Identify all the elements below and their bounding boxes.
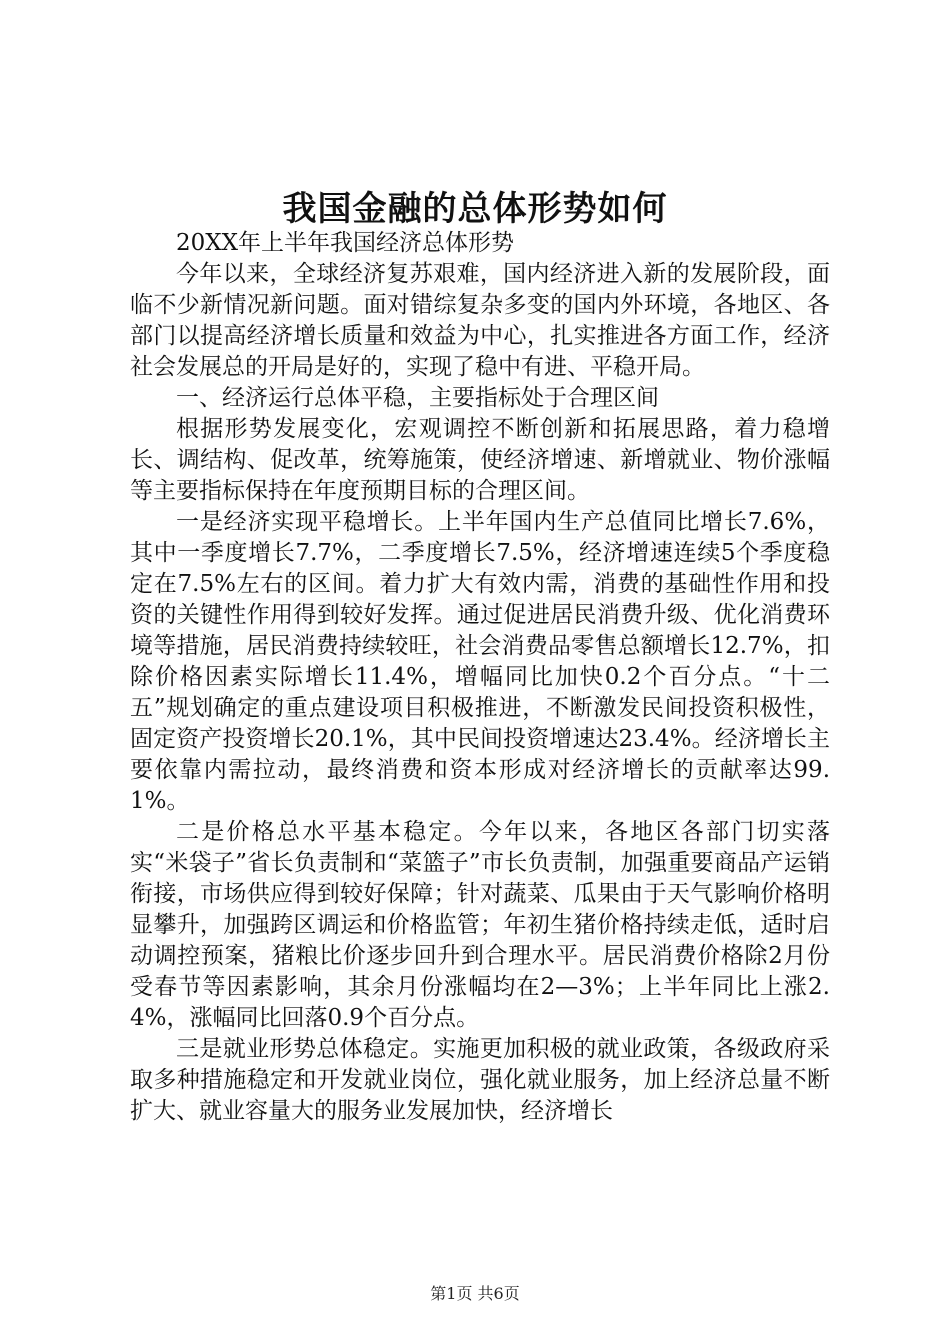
intro-paragraph: 今年以来，全球经济复苏艰难，国内经济进入新的发展阶段，面临不少新情况新问题。面对错综复杂多变的国内外环境，各地区、各部门以提高经济增长质量和效益为中心，扎实推进各方面工作，经济社会发展总的开局是好的，实现了稳中有进、平稳开局。: [130, 261, 830, 380]
body-paragraph: 二是价格总水平基本稳定。今年以来，各地区各部门切实落实“米袋子”省长负责制和“菜篮子”市长负责制，加强重要商品产运销衔接，市场供应得到较好保障；针对蔬菜、瓜果由于天气影响价格明显攀升，加强跨区调运和价格监管；年初生猪价格持续走低，适时启动调控预案，猪粮比价逐步回升到合理水平。居民消费价格除2月份受春节等因素影响，其余月份涨幅均在2—3%；上半年同比上涨2.4%，涨幅同比回落0.9个百分点。: [130, 819, 830, 1031]
subtitle-paragraph: 20XX年上半年我国经济总体形势: [176, 230, 515, 256]
body-paragraph: 一是经济实现平稳增长。上半年国内生产总值同比增长7.6%，其中一季度增长7.7%，二季度增长7.5%，经济增速连续5个季度稳定在7.5%左右的区间。着力扩大有效内需，消费的基础性作用和投资的关键性作用得到较好发挥。通过促进居民消费升级、优化消费环境等措施，居民消费持续较旺，社会消费品零售总额增长12.7%，扣除价格因素实际增长11.4%，增幅同比加快0.2个百分点。“十二五”规划确定的重点建设项目积极推进，不断激发民间投资积极性，固定资产投资增长20.1%，其中民间投资增速达23.4%。经济增长主要依靠内需拉动，最终消费和资本形成对经济增长的贡献率达99.1%。: [130, 509, 830, 814]
document-body: [130, 228, 830, 1127]
section-heading: 一、经济运行总体平稳，主要指标处于合理区间: [176, 385, 659, 411]
page-indicator: 第1页 共6页: [430, 1284, 520, 1303]
body-paragraph: 三是就业形势总体稳定。实施更加积极的就业政策，各级政府采取多种措施稳定和开发就业岗位，强化就业服务，加上经济总量不断扩大、就业容量大的服务业发展加快，经济增长: [130, 1036, 830, 1124]
document-title: 我国金融的总体形势如何: [282, 189, 668, 229]
body-paragraph: 根据形势发展变化，宏观调控不断创新和拓展思路，着力稳增长、调结构、促改革，统筹施策，使经济增速、新增就业、物价涨幅等主要指标保持在年度预期目标的合理区间。: [130, 416, 830, 504]
